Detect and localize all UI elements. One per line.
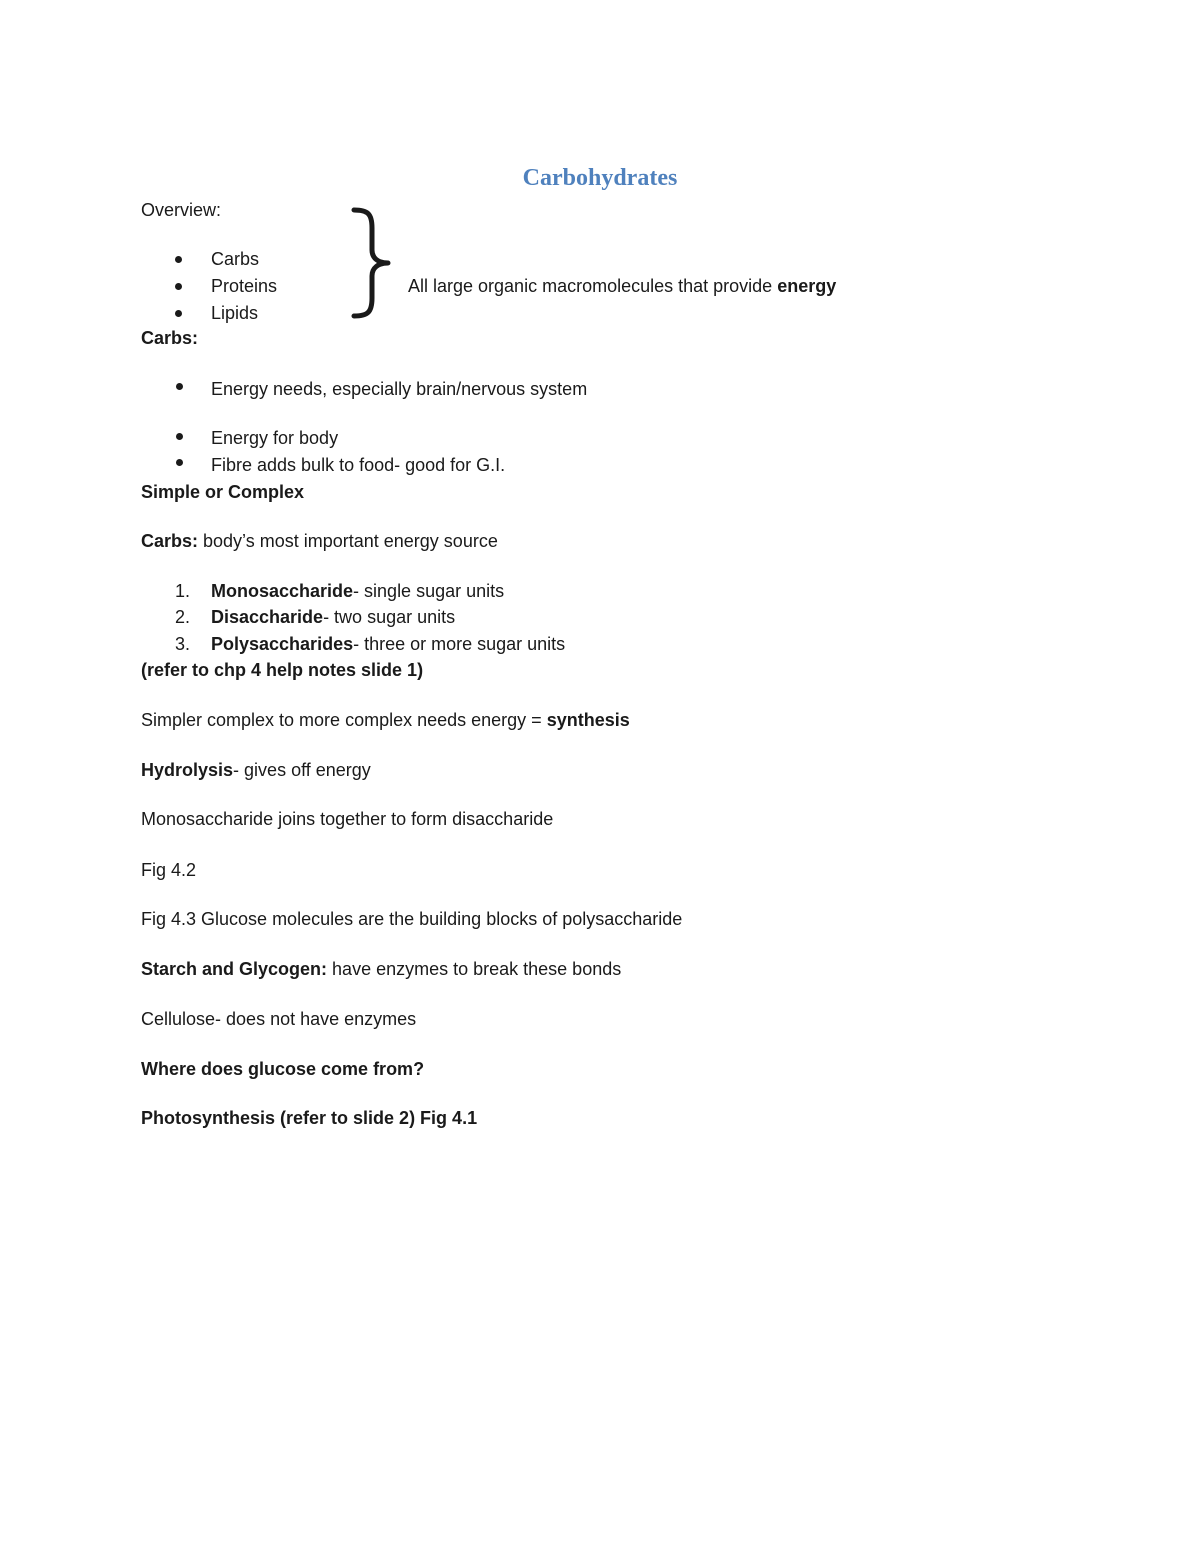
carbs-item-fibre: Fibre adds bulk to food- good for G.I. xyxy=(211,455,506,475)
starch-text: have enzymes to break these bonds xyxy=(327,959,622,979)
fig-4-2-line: Fig 4.2 xyxy=(141,860,197,880)
overview-item-proteins: Proteins xyxy=(211,276,278,296)
bullet-icon xyxy=(175,256,182,263)
saccharide-item-mono xyxy=(211,580,504,602)
synthesis-line xyxy=(141,709,630,731)
cellulose-line: Cellulose- does not have enzymes xyxy=(141,1009,417,1029)
bracket-note-text: All large organic macromolecules that provide xyxy=(408,276,778,296)
list-number: 2. xyxy=(175,607,191,627)
bullet-icon xyxy=(176,433,183,440)
fig-4-3-line: Fig 4.3 Glucose molecules are the building blocks of polysaccharide xyxy=(141,909,683,929)
bracket-note xyxy=(408,275,836,297)
carbs-item-energy-needs: Energy needs, especially brain/nervous system xyxy=(211,379,588,399)
glucose-question: Where does glucose come from? xyxy=(141,1059,425,1079)
simple-or-complex: Simple or Complex xyxy=(141,482,305,502)
bullet-icon xyxy=(175,283,182,290)
bullet-icon xyxy=(175,310,182,317)
refer-chp4-note: (refer to chp 4 help notes slide 1) xyxy=(141,660,424,680)
bullet-icon xyxy=(176,459,183,466)
photosynthesis-line: Photosynthesis (refer to slide 2) Fig 4.1 xyxy=(141,1108,478,1128)
saccharide-item-di xyxy=(211,606,455,628)
saccharide-item-poly xyxy=(211,633,565,655)
carbs-label: Carbs: xyxy=(141,328,199,348)
energy-source-text: body’s most important energy source xyxy=(198,531,498,551)
page-title: Carbohydrates xyxy=(522,165,678,191)
overview-label: Overview: xyxy=(141,200,222,220)
saccharide-term: Polysaccharides xyxy=(211,634,354,654)
right-brace-icon xyxy=(350,206,394,320)
bullet-icon xyxy=(176,383,183,390)
starch-bold: Starch and Glycogen: xyxy=(141,959,328,979)
hydrolysis-text: - gives off energy xyxy=(233,760,371,780)
energy-source-line xyxy=(141,530,498,552)
carbs-item-energy-body: Energy for body xyxy=(211,428,339,448)
monosaccharide-joins-line: Monosaccharide joins together to form disaccharide xyxy=(141,809,554,829)
bracket-note-bold: energy xyxy=(777,276,837,296)
synthesis-bold: synthesis xyxy=(546,710,630,730)
overview-item-lipids: Lipids xyxy=(211,303,259,323)
list-number: 1. xyxy=(175,581,191,601)
hydrolysis-line xyxy=(141,759,371,781)
saccharide-term: Monosaccharide xyxy=(211,581,354,601)
saccharide-term: Disaccharide xyxy=(211,607,324,627)
hydrolysis-bold: Hydrolysis xyxy=(141,760,234,780)
starch-glycogen-line xyxy=(141,958,621,980)
energy-source-bold: Carbs: xyxy=(141,531,199,551)
synthesis-text: Simpler complex to more complex needs energy = xyxy=(141,710,547,730)
saccharide-desc: - two sugar units xyxy=(323,607,456,627)
saccharide-desc: - single sugar units xyxy=(353,581,505,601)
saccharide-desc: - three or more sugar units xyxy=(353,634,566,654)
list-number: 3. xyxy=(175,634,191,654)
overview-item-carbs: Carbs xyxy=(211,249,260,269)
